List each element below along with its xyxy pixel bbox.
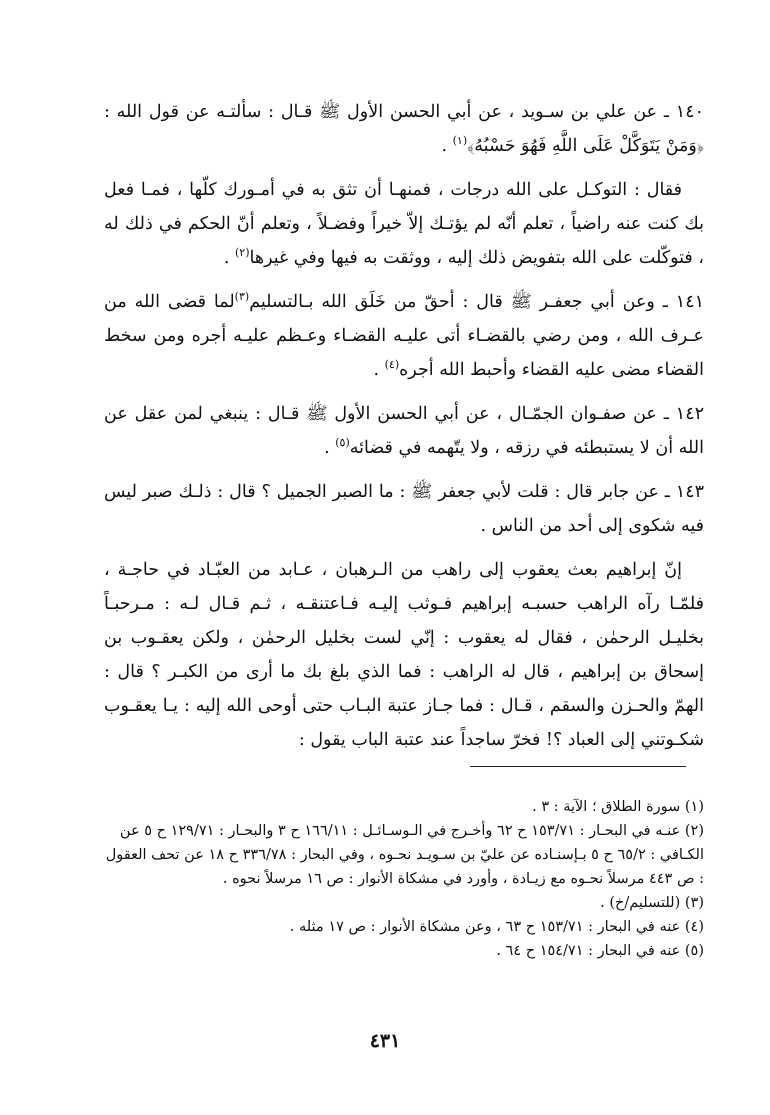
main-text <box>104 95 704 767</box>
paragraph-tail: لما قضى الله من عـرف الله ، ومن رضي بالقضـاء أتى عليـه القضـاء وعـظم عليـه أجره ومن سخط القضاء مضى عليه القضاء وأحبط الله أجره <box>104 292 704 380</box>
footnote-4: (٤) عنه في البحار : ١٥٣/٧١ ح ٦٣ ، وعن مشكاة الأنوار : ص ١٧ مثله . <box>289 919 704 935</box>
paragraph-143-story <box>104 553 704 757</box>
paragraph-143 <box>104 475 704 543</box>
paragraph-141 <box>104 285 704 387</box>
paragraph-tail: . <box>441 136 453 156</box>
footnote-3: (٣) (للتسليم/خ) . <box>600 895 704 911</box>
footnotes <box>104 795 704 963</box>
paragraph-tail: . <box>373 360 385 380</box>
paragraph-140 <box>104 95 704 163</box>
footnote-ref-3[interactable]: (٣) <box>234 290 250 304</box>
paragraph-text: ١٤٢ ـ عن صفـوان الجمّـال ، عن أبي الحسن الأول ﷺ قـال : ينبغي لمن عقل عن الله أن لا يستبطئه في رزقه ، ولا يتّهمه في قضائه <box>104 404 704 458</box>
paragraph-140-answer <box>104 173 704 275</box>
footnote-ref-1[interactable]: (١) <box>452 134 468 148</box>
paragraph-tail: . <box>324 438 336 458</box>
footnote-2: (٢) عنـه في البحـار : ١٥٣/٧١ ح ٦٢ وأخـرج في الـوسـائـل : ١٦٦/١١ ح ٣ والبحـار : ١٢٩/٧١ ح ٥ عن الكـافي : ٦٥/٢ ح ٥ بـإسنـاده عن عليّ بن سـويـد نحـوه ، وفي البحار : ٣٣٦/٧٨ ح ١٨ عن تحف العقول : ص ٤٤٣ مرسلاً نحـوه مع زيـادة ، وأورد في مشكاة الأنوار : ص ١٦ مرسلاً نحوه . <box>105 823 704 887</box>
paragraph-tail: . <box>223 248 235 268</box>
footnote-1: (١) سورة الطلاق ؛ الآية : ٣ . <box>532 799 704 815</box>
footnote-ref-5[interactable]: (٥) <box>335 436 350 450</box>
paragraph-text: إنّ إبراهيم بعث يعقوب إلى راهب من الـرهبان ، عـابد من العبّـاد في حاجـة ، فلمّـا رآه الراهب حسبـه إبراهيم فـوثب إليـه فـاعتنقـه ، ثـم قـال لـه : مـرحبـاً بخليـل الرحمٰن ، فقال له يعقوب : إنّي لست بخليل الرحمٰن ، ولكن يعقـوب بن إسحاق بن إبراهيم ، قال له الراهب : فما الذي بلغ بك ما أرى من الكبـر ؟ قال : الهمّ والحـزن والسقم ، قـال : فما جـاز عتبة البـاب حتى أوحى الله إليه : يـا يعقـوب شكـوتني إلى العباد ؟! فخرّ ساجداً عند عتبة الباب يقول : <box>104 560 704 750</box>
page-number: ٤٣١ <box>369 1030 401 1052</box>
footnote-ref-2[interactable]: (٢) <box>235 246 250 260</box>
footnote-divider <box>470 766 686 767</box>
paragraph-text: ١٤١ ـ وعن أبي جعفـر ﷺ قال : أحقّ من خَلَق الله بـالتسليم <box>249 292 704 312</box>
footnote-5: (٥) عنه في البحار : ١٥٤/٧١ ح ٦٤ . <box>496 943 704 959</box>
footnote-ref-4[interactable]: (٤) <box>384 358 400 372</box>
paragraph-142 <box>104 397 704 465</box>
paragraph-text: ١٤٣ ـ عن جابر قال : قلت لأبي جعفر ﷺ : ما الصبر الجميل ؟ قال : ذلـك صبر ليس فيه شكوى إلى أحد من الناس . <box>104 482 704 536</box>
paragraph-text: فقال : التوكـل على الله درجات ، فمنهـا أن تثق به في أمـورك كلّها ، فمـا فعل بك كنت عنه راضياً ، تعلم أنّه لم يؤتـك إلاّ خيراً وفضـلاً ، وتعلم أنّ الحكم في ذلك له ، فتوكّلت على الله بتفويض ذلك إليه ، ووثقت به فيها وفي غيرها <box>104 180 704 268</box>
paragraph-text: ١٤٠ ـ عن علي بن سـويد ، عن أبي الحسن الأول ﷺ قـال : سألتـه عن قول الله : ﴿وَمَنْ يَتَوَكَّلْ عَلَى اللَّهِ فَهُوَ حَسْبُهُ﴾ <box>104 102 704 156</box>
